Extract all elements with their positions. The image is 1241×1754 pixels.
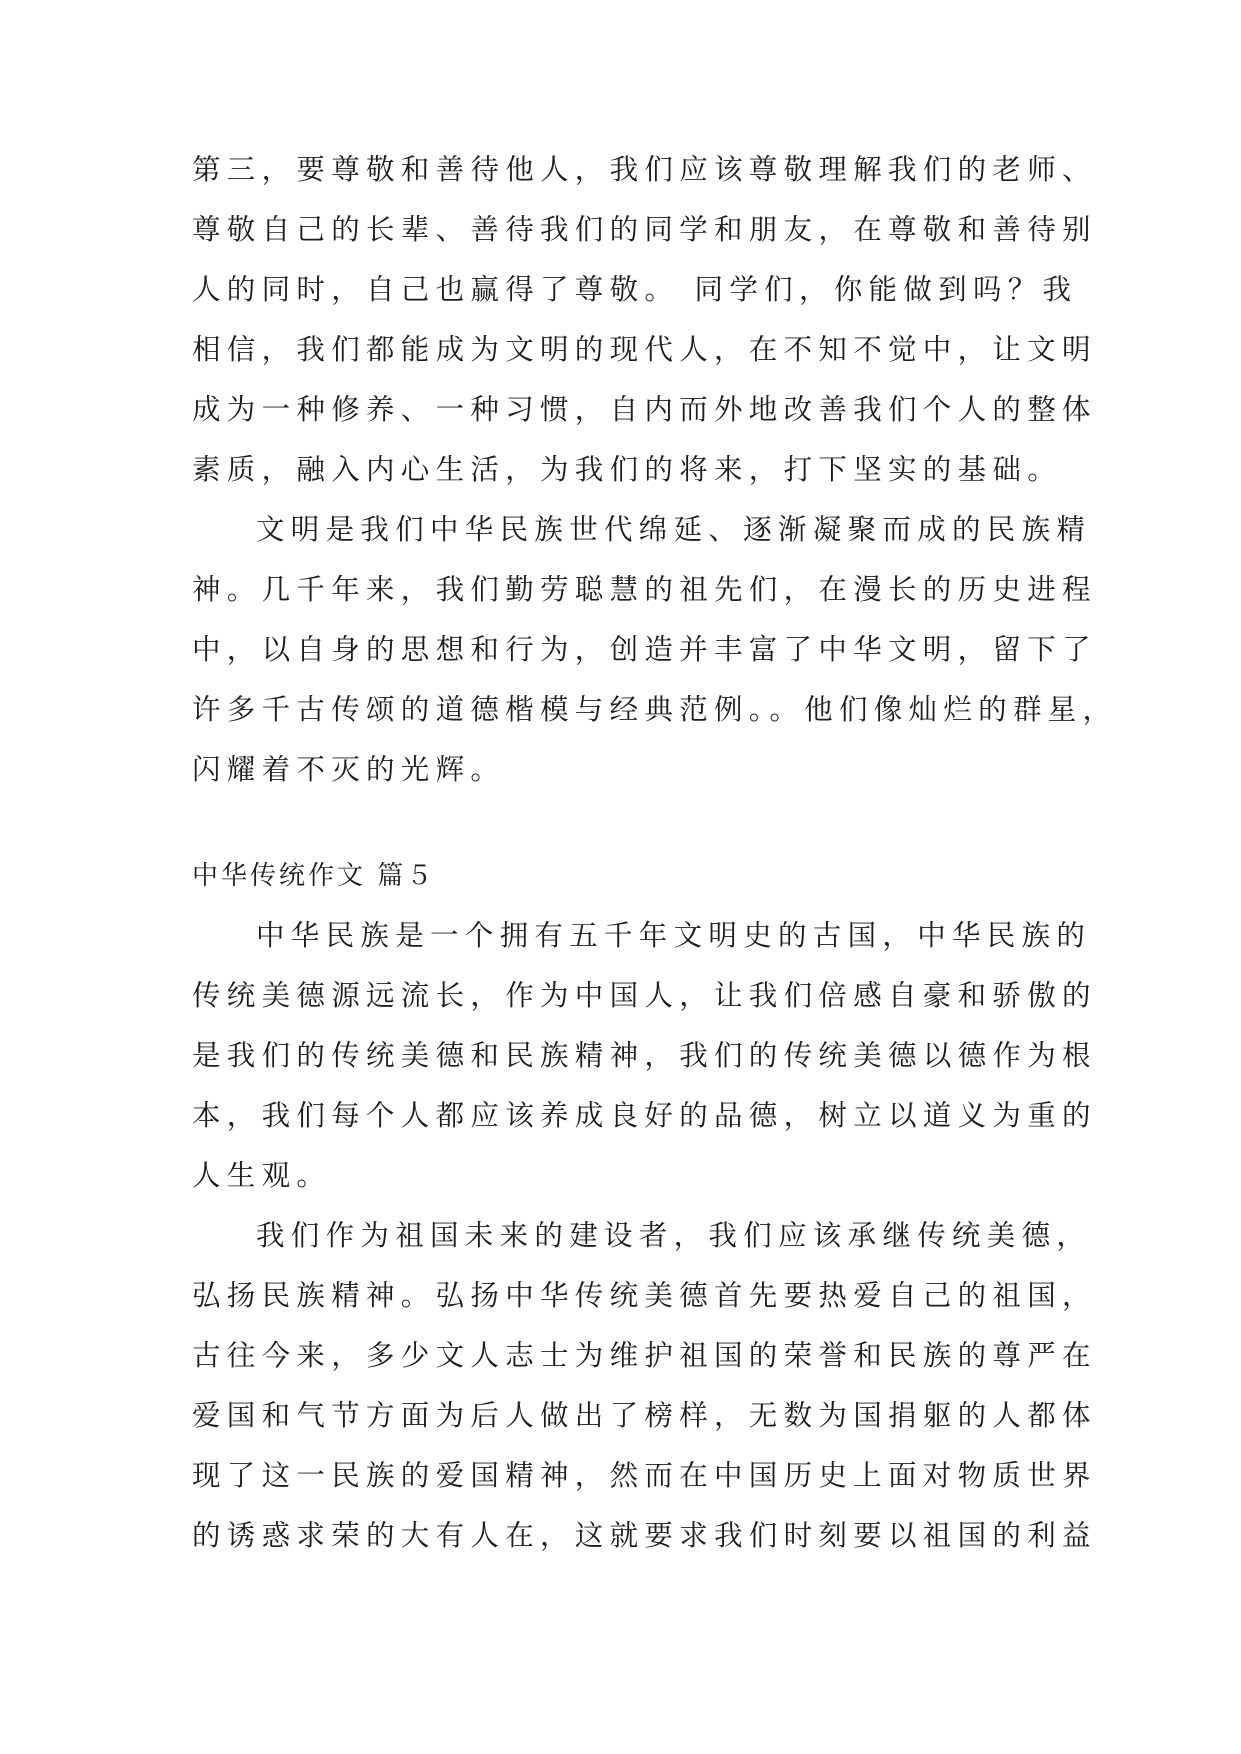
text-line: 许多千古传颂的道德楷模与经典范例。。他们像灿烂的群星， <box>192 693 1118 726</box>
text-line: 人生观。 <box>192 1159 332 1192</box>
paragraph-first-line: 文明是我们中华民族世代绵延、逐渐凝聚而成的民族精 <box>256 513 1092 546</box>
text-line: 神。几千年来，我们勤劳聪慧的祖先们，在漫长的历史进程 <box>192 573 1097 606</box>
text-line: 爱国和气节方面为后人做出了榜样，无数为国捐躯的人都体 <box>192 1399 1097 1432</box>
text-line: 人的同时，自己也赢得了尊敬。 同学们，你能做到吗？我 <box>192 273 1078 306</box>
text-line: 本，我们每个人都应该养成良好的品德，树立以道义为重的 <box>192 1099 1097 1132</box>
text-line: 古往今来，多少文人志士为维护祖国的荣誉和民族的尊严在 <box>192 1339 1097 1372</box>
text-line: 相信，我们都能成为文明的现代人，在不知不觉中，让文明 <box>192 333 1097 366</box>
text-line: 素质，融入内心生活，为我们的将来，打下坚实的基础。 <box>192 453 1063 486</box>
text-line: 中，以自身的思想和行为，创造并丰富了中华文明，留下了 <box>192 633 1097 666</box>
text-line: 的诱惑求荣的大有人在，这就要求我们时刻要以祖国的利益 <box>192 1519 1097 1552</box>
text-line: 现了这一民族的爱国精神，然而在中国历史上面对物质世界 <box>192 1459 1097 1492</box>
paragraph-first-line: 我们作为祖国未来的建设者，我们应该承继传统美德， <box>256 1219 1092 1252</box>
text-line: 尊敬自己的长辈、善待我们的同学和朋友，在尊敬和善待别 <box>192 213 1097 246</box>
section-heading: 中华传统作文 篇５ <box>192 861 436 891</box>
text-line: 弘扬民族精神。弘扬中华传统美德首先要热爱自己的祖国， <box>192 1279 1097 1312</box>
text-line: 第三，要尊敬和善待他人，我们应该尊敬理解我们的老师、 <box>192 153 1097 186</box>
text-line: 成为一种修养、一种习惯，自内而外地改善我们个人的整体 <box>192 393 1097 426</box>
text-line: 传统美德源远流长，作为中国人，让我们倍感自豪和骄傲的 <box>192 979 1097 1012</box>
text-line: 是我们的传统美德和民族精神，我们的传统美德以德作为根 <box>192 1039 1097 1072</box>
paragraph-first-line: 中华民族是一个拥有五千年文明史的古国，中华民族的 <box>256 919 1092 952</box>
text-line: 闪耀着不灭的光辉。 <box>192 753 506 786</box>
